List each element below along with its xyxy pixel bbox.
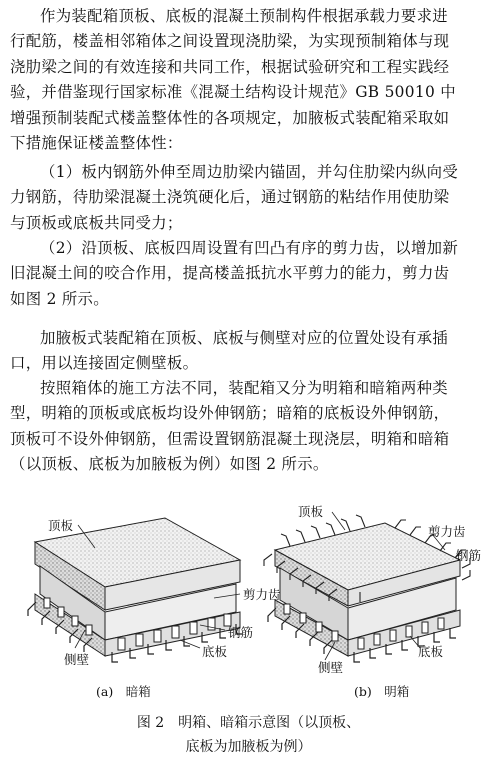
paragraph-1-line: 验，并借鉴现行国家标准《混凝土结构设计规范》GB 50010 中 (10, 83, 456, 102)
label-a-rebar: 钢筋 (228, 625, 254, 640)
paragraph-3-line: 旧混凝土间的咬合作用，提高楼盖抵抗水平剪力的能力，剪力齿 (10, 264, 450, 283)
figure-2 (0, 490, 497, 767)
subcaption-b: (b) 明箱 (354, 684, 410, 699)
label-a-side-wall: 侧壁 (64, 652, 90, 667)
label-a-shear-teeth: 剪力齿 (243, 587, 281, 602)
label-b-rebar: 钢筋 (456, 548, 482, 563)
label-a-top-plate: 顶板 (48, 518, 74, 533)
paragraph-2-line: 力钢筋，待肋梁混凝土浇筑硬化后，通过钢筋的粘结作用使肋梁 (10, 188, 450, 207)
paragraph-1-line: 下措施保证楼盖整体性： (10, 134, 183, 152)
label-b-shear-teeth: 剪力齿 (428, 524, 466, 539)
paragraph-1-line: 浇肋梁之间的有效连接和共同工作，根据试验研究和工程实践经 (10, 57, 450, 76)
label-b-top-plate: 顶板 (298, 504, 324, 519)
paragraph-1-line: 增强预制装配式楼盖整体性的各项规定，加腋板式装配箱采取如 (10, 108, 450, 127)
paragraph-5-line: 型，明箱的顶板或底板均设外伸钢筋；暗箱的底板设外伸钢筋， (10, 404, 450, 423)
paragraph-5-line: （以顶板、底板为加腋板为例）如图 2 所示。 (10, 455, 329, 474)
paragraph-2-line: （1）板内钢筋外伸至周边肋梁内锚固，并勾住肋梁内纵向受 (40, 163, 459, 181)
dark-box-diagram (28, 518, 242, 662)
label-a-bottom-plate: 底板 (202, 644, 228, 659)
subcaption-a: (a) 暗箱 (96, 684, 151, 699)
paragraph-1-line: 作为装配箱顶板、底板的混凝土预制构件根据承载力要求进 (40, 7, 448, 25)
paragraph-3-line: 如图 2 所示。 (10, 289, 109, 308)
figure-caption-line-1: 图 2 明箱、暗箱示意图（以顶板、 (136, 715, 361, 731)
paragraph-5-line: 按照箱体的施工方法不同，装配箱又分为明箱和暗箱两种类 (40, 379, 448, 397)
figure-caption-line-2: 底板为加腋板为例） (185, 739, 312, 755)
paragraph-2-line: 与顶板或底板共同受力； (10, 213, 183, 232)
paragraph-4-line: 加腋板式装配箱在顶板、底板与侧壁对应的位置处设有承插 (40, 329, 448, 347)
label-b-bottom-plate: 底板 (418, 644, 444, 659)
label-b-side-wall: 侧壁 (318, 660, 344, 675)
paragraph-3-line: （2）沿顶板、底板四周设置有凹凸有序的剪力齿，以增加新 (40, 239, 459, 257)
paragraph-1-line: 行配筋，楼盖相邻箱体之间设置现浇肋梁，为实现预制箱体与现 (10, 32, 450, 51)
paragraph-5-line: 顶板可不设外伸钢筋，但需设置钢筋混凝土现浇层，明箱和暗箱 (10, 429, 450, 448)
paragraph-4-line: 口，用以连接固定侧壁板。 (10, 354, 199, 373)
